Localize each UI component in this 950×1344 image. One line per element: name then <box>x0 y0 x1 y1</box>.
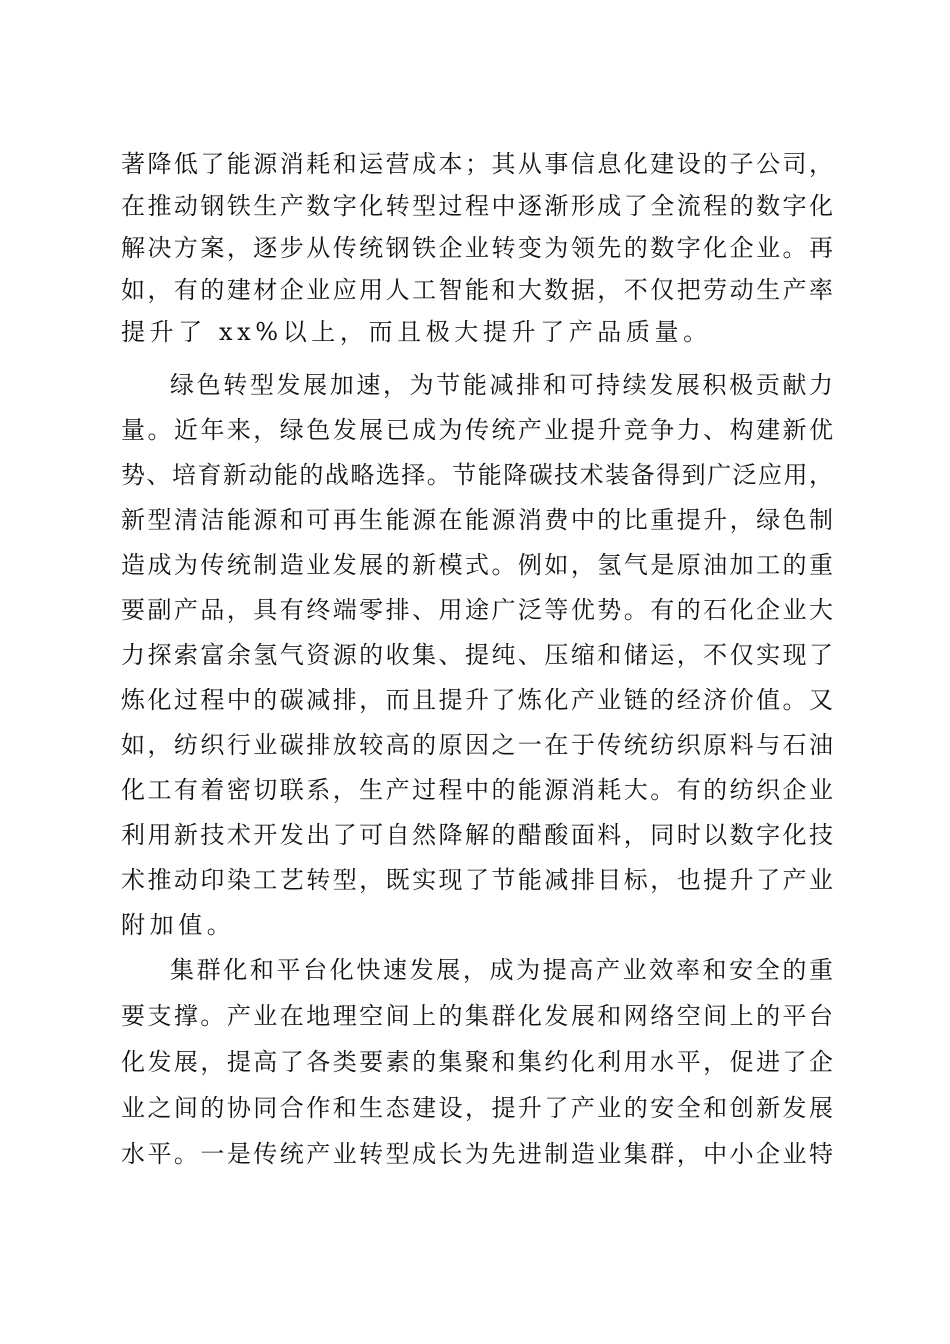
text-line: 如，纺织行业碳排放较高的原因之一在于传统纺织原料与石油 <box>121 731 833 759</box>
text-line: 力探索富余氢气资源的收集、提纯、压缩和储运，不仅实现了 <box>121 641 833 669</box>
text-line: 如，有的建材企业应用人工智能和大数据，不仅把劳动生产率 <box>121 276 833 304</box>
text-line: 在推动钢铁生产数字化转型过程中逐渐形成了全流程的数字化 <box>121 192 833 220</box>
text-line: 附加值。 <box>121 911 236 939</box>
text-line: 术推动印染工艺转型，既实现了节能减排目标，也提升了产业 <box>121 866 833 894</box>
text-line: 提升了 xx%以上，而且极大提升了产品质量。 <box>121 318 712 346</box>
text-line: 势、培育新动能的战略选择。节能降碳技术装备得到广泛应用， <box>121 461 833 489</box>
text-line: 化发展，提高了各类要素的集聚和集约化利用水平，促进了企 <box>121 1048 833 1076</box>
text-line: 造成为传统制造业发展的新模式。例如，氢气是原油加工的重 <box>121 551 833 579</box>
paragraph-first-line: 绿色转型发展加速，为节能减排和可持续发展积极贡献力 <box>170 371 833 399</box>
paragraph-first-line: 集群化和平台化快速发展，成为提高产业效率和安全的重 <box>170 956 833 984</box>
text-line: 业之间的协同合作和生态建设，提升了产业的安全和创新发展 <box>121 1094 833 1122</box>
text-line: 著降低了能源消耗和运营成本；其从事信息化建设的子公司， <box>121 150 833 178</box>
text-line: 要支撑。产业在地理空间上的集群化发展和网络空间上的平台 <box>121 1002 833 1030</box>
text-line: 化工有着密切联系，生产过程中的能源消耗大。有的纺织企业 <box>121 776 833 804</box>
text-line: 炼化过程中的碳减排，而且提升了炼化产业链的经济价值。又 <box>121 686 833 714</box>
text-line: 水平。一是传统产业转型成长为先进制造业集群，中小企业特 <box>121 1140 833 1168</box>
text-line: 要副产品，具有终端零排、用途广泛等优势。有的石化企业大 <box>121 596 833 624</box>
text-line: 新型清洁能源和可再生能源在能源消费中的比重提升，绿色制 <box>121 506 833 534</box>
text-line: 量。近年来，绿色发展已成为传统产业提升竞争力、构建新优 <box>121 416 833 444</box>
text-line: 解决方案，逐步从传统钢铁企业转变为领先的数字化企业。再 <box>121 234 833 262</box>
text-line: 利用新技术开发出了可自然降解的醋酸面料，同时以数字化技 <box>121 821 833 849</box>
